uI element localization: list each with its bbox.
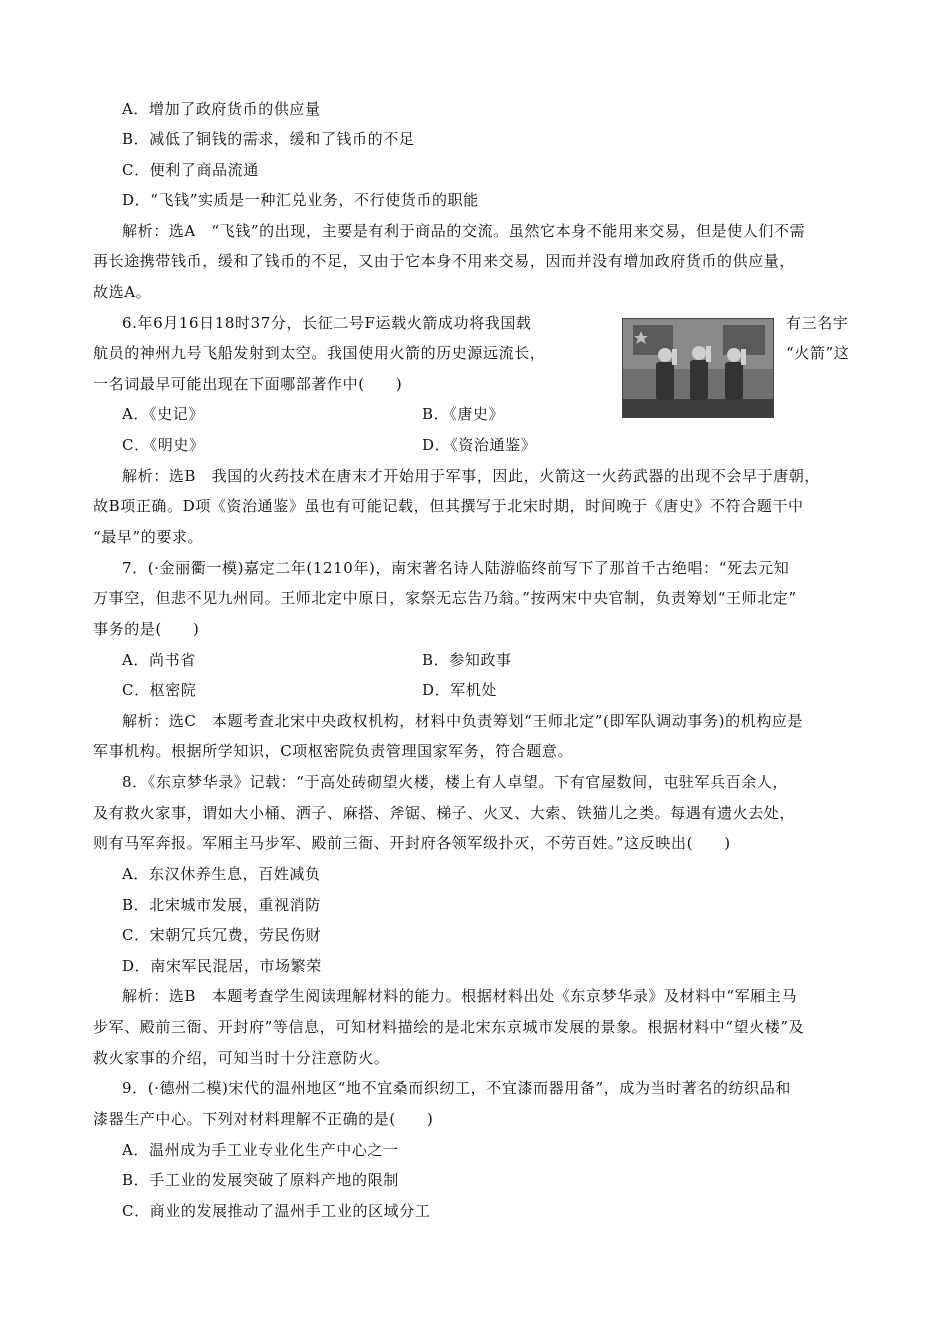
q6-stem-right-1: 有三名宇 [786, 314, 849, 332]
q5-option-b: B．减低了铜钱的需求，缓和了钱币的不足 [122, 130, 415, 148]
q8-analysis-line-1: 解析：选B 本题考查学生阅读理解材料的能力。根据材料出处《东京梦华录》及材料中“军厢主马 [122, 987, 798, 1005]
q7-option-a: A．尚书省 [122, 651, 196, 669]
q7-analysis-line-2: 军事机构。根据所学知识，C项枢密院负责管理国家军务，符合题意。 [93, 742, 574, 760]
q9-stem-line-2: 漆器生产中心。下列对材料理解不正确的是( ) [93, 1110, 434, 1128]
q5-analysis-line-3: 故选A。 [93, 283, 152, 301]
q6-stem-line-3: 一名词最早可能出现在下面哪部著作中( ) [93, 375, 403, 393]
q7-option-c: C．枢密院 [122, 681, 197, 699]
q9-option-c: C．商业的发展推动了温州手工业的区域分工 [122, 1202, 431, 1220]
q8-analysis-line-3: 救火家事的介绍，可知当时十分注意防火。 [93, 1049, 390, 1067]
q7-option-b: B．参知政事 [422, 651, 512, 669]
q6-option-b: B．《唐史》 [422, 405, 505, 423]
q8-stem-line-3: 则有马军奔报。军厢主马步军、殿前三衙、开封府各领军级扑灭，不劳百姓。”这反映出( ) [93, 834, 731, 852]
q6-stem-line-2: 航员的神州九号飞船发射到太空。我国使用火箭的历史源远流长， [93, 344, 546, 362]
q6-option-d: D．《资治通鉴》 [422, 436, 537, 454]
q6-stem-right-2: “火箭”这 [786, 344, 850, 362]
q7-option-d: D．军机处 [422, 681, 498, 699]
q9-option-b: B．手工业的发展突破了原料产地的限制 [122, 1171, 399, 1189]
astronauts-image [623, 319, 773, 417]
q8-option-c: C．宋朝冗兵冗费，劳民伤财 [122, 926, 322, 944]
q6-option-c: C．《明史》 [122, 436, 205, 454]
q8-option-a: A．东汉休养生息，百姓减负 [122, 865, 321, 883]
q8-stem-line-2: 及有救火家事，谓如大小桶、洒子、麻搭、斧锯、梯子、火叉、大索、铁猫儿之类。每遇有遗火去处， [93, 804, 796, 822]
q6-analysis-line-1: 解析：选B 我国的火药技术在唐末才开始用于军事，因此，火箭这一火药武器的出现不会早于唐朝， [122, 467, 821, 485]
q9-option-a: A．温州成为手工业专业化生产中心之一 [122, 1141, 399, 1159]
q7-options-row-2 [122, 680, 892, 700]
q8-stem-line-1: 8．《东京梦华录》记载：“于高处砖砌望火楼，楼上有人卓望。下有官屋数间，屯驻军兵百余人， [122, 773, 789, 791]
q5-option-c: C．便利了商品流通 [122, 161, 259, 179]
q5-option-d: D．“飞钱”实质是一种汇兑业务，不行使货币的职能 [122, 191, 479, 209]
q8-option-b: B．北宋城市发展，重视消防 [122, 896, 321, 914]
q6-option-a: A．《史记》 [122, 405, 204, 423]
q6-options-row-2 [122, 435, 892, 455]
q6-options-row-1 [122, 404, 892, 424]
q7-options-row-1 [122, 650, 892, 670]
q7-stem-line-3: 事务的是( ) [93, 620, 200, 638]
q6-stem-line-1: 6.年6月16日18时37分，长征二号F运载火箭成功将我国载 [122, 314, 532, 332]
astronauts-photo [622, 318, 774, 418]
q8-analysis-line-2: 步军、殿前三衙、开封府”等信息，可知材料描绘的是北宋东京城市发展的景象。根据材料中“望火楼”及 [93, 1018, 805, 1036]
q5-analysis-line-1: 解析：选A “飞钱”的出现，主要是有利于商品的交流。虽然它本身不能用来交易，但是使人们不需 [122, 222, 806, 240]
q6-analysis-line-3: “最早”的要求。 [93, 528, 204, 546]
q8-option-d: D．南宋军民混居，市场繁荣 [122, 957, 322, 975]
q7-stem-line-1: 7．(·金丽衢一模)嘉定二年(1210年)，南宋著名诗人陆游临终前写下了那首千古绝唱：“死去元知 [122, 559, 790, 577]
q6-analysis-line-2: 故B项正确。D项《资治通鉴》虽也有可能记载，但其撰写于北宋时期，时间晚于《唐史》不符合题干中 [93, 497, 804, 515]
q5-analysis-line-2: 再长途携带钱币，缓和了钱币的不足，又由于它本身不用来交易，因而并没有增加政府货币的供应量， [93, 252, 796, 270]
q5-option-a: A．增加了政府货币的供应量 [122, 100, 321, 118]
q9-stem-line-1: 9．(·德州二模)宋代的温州地区“地不宜桑而织纫工，不宜漆而器用备”，成为当时著名的纺织品和 [122, 1079, 791, 1097]
q7-analysis-line-1: 解析：选C 本题考查北宋中央政权机构，材料中负责筹划“王师北定”(即军队调动事务)的机构应是 [122, 712, 804, 730]
q7-stem-line-2: 万事空，但悲不见九州同。王师北定中原日，家祭无忘告乃翁。”按两宋中央官制，负责筹划“王师北定” [93, 589, 797, 607]
